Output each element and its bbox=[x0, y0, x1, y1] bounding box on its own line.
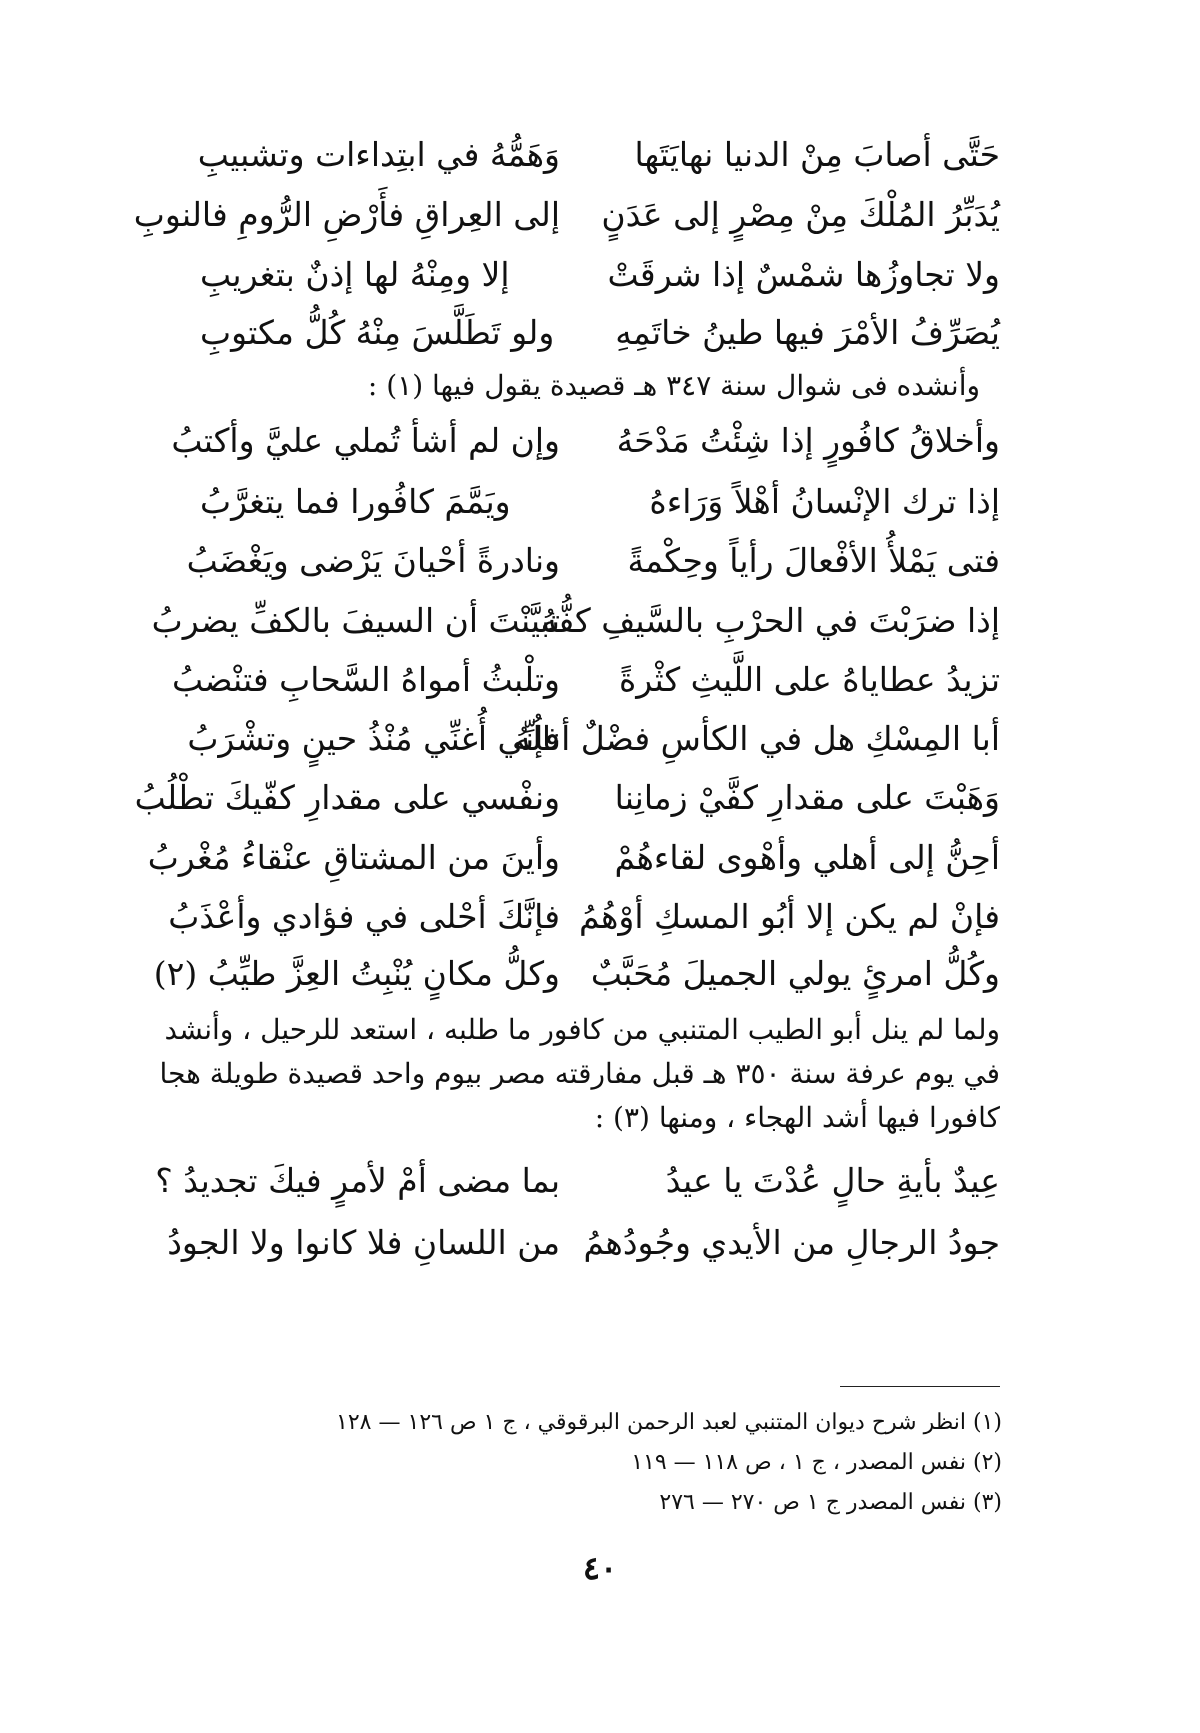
verse-line bbox=[133, 187, 1000, 243]
verse-second-hemistich: ونادرةً أحْيانَ يَرْضى ويَغْضَبُ bbox=[186, 541, 560, 580]
verse-second-hemistich: إلا ومِنْهُ لها إذنٌ بتغريبِ bbox=[200, 255, 510, 294]
verse-first-hemistich: إذا ضرَبْتَ في الحرْبِ بالسَّيفِ كفُّهُ bbox=[540, 601, 1000, 640]
verse-second-hemistich: ويَمَّمَ كافُورا فما يتغرَّبُ bbox=[200, 482, 511, 521]
verse-line bbox=[197, 127, 1000, 183]
verse-line bbox=[186, 533, 1000, 589]
verse-second-hemistich: وكلُّ مكانٍ يُنْبِتُ العِزَّ طيِّبُ (٢) bbox=[153, 954, 560, 993]
verse-first-hemistich: يُصَرِّفُ الأمْرَ فيها طينُ خاتَمِهِ bbox=[615, 313, 1000, 352]
verse-line bbox=[200, 474, 1000, 530]
prose-intro: وأنشده فى شوال سنة ٣٤٧ هـ قصيدة يقول فيها (١) : bbox=[367, 369, 980, 402]
footnote: (١) انظر شرح ديوان المتنبي لعبد الرحمن البرقوقي ، ج ١ ص ١٢٦ — ١٢٨ bbox=[336, 1410, 1002, 1435]
verse-second-hemistich: فإنِّي أُغنِّي مُنْذُ حينٍ وتشْرَبُ bbox=[187, 719, 560, 758]
verse-second-hemistich: إلى العِراقِ فأَرْضِ الرُّومِ فالنوبِ bbox=[133, 195, 560, 234]
footnote: (٣) نفس المصدر ج ١ ص ٢٧٠ — ٢٧٦ bbox=[659, 1490, 1002, 1515]
verse-first-hemistich: جودُ الرجالِ من الأيدي وجُودُهمُ bbox=[583, 1223, 1000, 1262]
verse-line bbox=[155, 1153, 1000, 1209]
verse-second-hemistich: وَهَمُّهُ في ابتِداءات وتشبيبِ bbox=[197, 135, 560, 174]
verse-line bbox=[134, 770, 1000, 826]
verse-line bbox=[200, 247, 1000, 303]
verse-first-hemistich: إذا ترك الإنْسانُ أهْلاً وَرَاءهُ bbox=[649, 482, 1000, 521]
verse-line bbox=[171, 652, 1000, 708]
verse-first-hemistich: فإنْ لم يكن إلا أبُو المسكِ أوْهُمُ bbox=[579, 897, 1000, 936]
verse-first-hemistich: وكُلُّ امرئٍ يولي الجميلَ مُحَبَّبٌ bbox=[590, 954, 1000, 993]
verse-second-hemistich: من اللسانِ فلا كانوا ولا الجودُ bbox=[167, 1223, 560, 1262]
verse-line bbox=[153, 946, 1000, 1002]
verse-second-hemistich: تبيَّنْتَ أن السيفَ بالكفِّ يضربُ bbox=[151, 601, 560, 640]
verse-second-hemistich: ولو تَطَلَّسَ مِنْهُ كُلُّ مكتوبِ bbox=[200, 313, 555, 352]
verse-first-hemistich: وَهَبْتَ على مقدارِ كفَّيْ زمانِنا bbox=[614, 778, 1000, 817]
verse-first-hemistich: فتى يَمْلأُ الأفْعالَ رأياً وحِكْمةً bbox=[627, 541, 1000, 580]
verse-first-hemistich: حَتَّى أصابَ مِنْ الدنيا نهايَتَها bbox=[634, 135, 1000, 174]
verse-line bbox=[171, 413, 1000, 469]
verse-first-hemistich: ولا تجاوزُها شمْسٌ إذا شرقَتْ bbox=[607, 255, 1000, 294]
verse-first-hemistich: أحِنُّ إلى أهلي وأهْوى لقاءهُمْ bbox=[614, 838, 1000, 877]
verse-line bbox=[147, 830, 1000, 886]
verse-second-hemistich: بما مضى أمْ لأمرٍ فيكَ تجديدُ ؟ bbox=[155, 1161, 560, 1200]
verse-line bbox=[167, 1215, 1000, 1271]
verse-second-hemistich: وأينَ من المشتاقِ عنْقاءُ مُغْربُ bbox=[147, 838, 560, 877]
verse-first-hemistich: أبا المِسْكِ هل في الكأسِ فضْلٌ أنالُهُ bbox=[514, 719, 1000, 758]
verse-first-hemistich: وأخلاقُ كافُورٍ إذا شِئْتُ مَدْحَهُ bbox=[616, 421, 1000, 460]
verse-line bbox=[187, 711, 1000, 767]
verse-first-hemistich: تزيدُ عطاياهُ على اللَّيثِ كثْرةً bbox=[619, 660, 1000, 699]
prose-paragraph-line: ولما لم ينل أبو الطيب المتنبي من كافور ما طلبه ، استعد للرحيل ، وأنشد bbox=[164, 1013, 1000, 1046]
verse-first-hemistich: يُدَبِّرُ المُلْكَ مِنْ مِصْرٍ إلى عَدَنٍ bbox=[601, 195, 1000, 234]
verse-line bbox=[151, 593, 1000, 649]
verse-second-hemistich: وتلْبثُ أمواهُ السَّحابِ فتنْضبُ bbox=[171, 660, 560, 699]
footnote: (٢) نفس المصدر ، ج ١ ، ص ١١٨ — ١١٩ bbox=[631, 1450, 1002, 1475]
verse-line bbox=[200, 305, 1000, 361]
prose-paragraph-line: كافورا فيها أشد الهجاء ، ومنها (٣) : bbox=[594, 1101, 1000, 1134]
footnote-separator bbox=[840, 1386, 1000, 1387]
verse-second-hemistich: ونفْسي على مقدارِ كفّيكَ تطْلُبُ bbox=[134, 778, 560, 817]
verse-second-hemistich: وإن لم أشأ تُملي عليَّ وأكتبُ bbox=[171, 421, 560, 460]
verse-line bbox=[168, 889, 1000, 945]
verse-second-hemistich: فإنَّكَ أحْلى في فؤادي وأعْذَبُ bbox=[168, 897, 560, 936]
verse-first-hemistich: عِيدٌ بأيةِ حالٍ عُدْتَ يا عيدُ bbox=[665, 1161, 1000, 1200]
page-number: ٤٠ bbox=[582, 1549, 618, 1587]
prose-paragraph-line: في يوم عرفة سنة ٣٥٠ هـ قبل مفارقته مصر بيوم واحد قصيدة طويلة هجا bbox=[159, 1057, 1000, 1090]
